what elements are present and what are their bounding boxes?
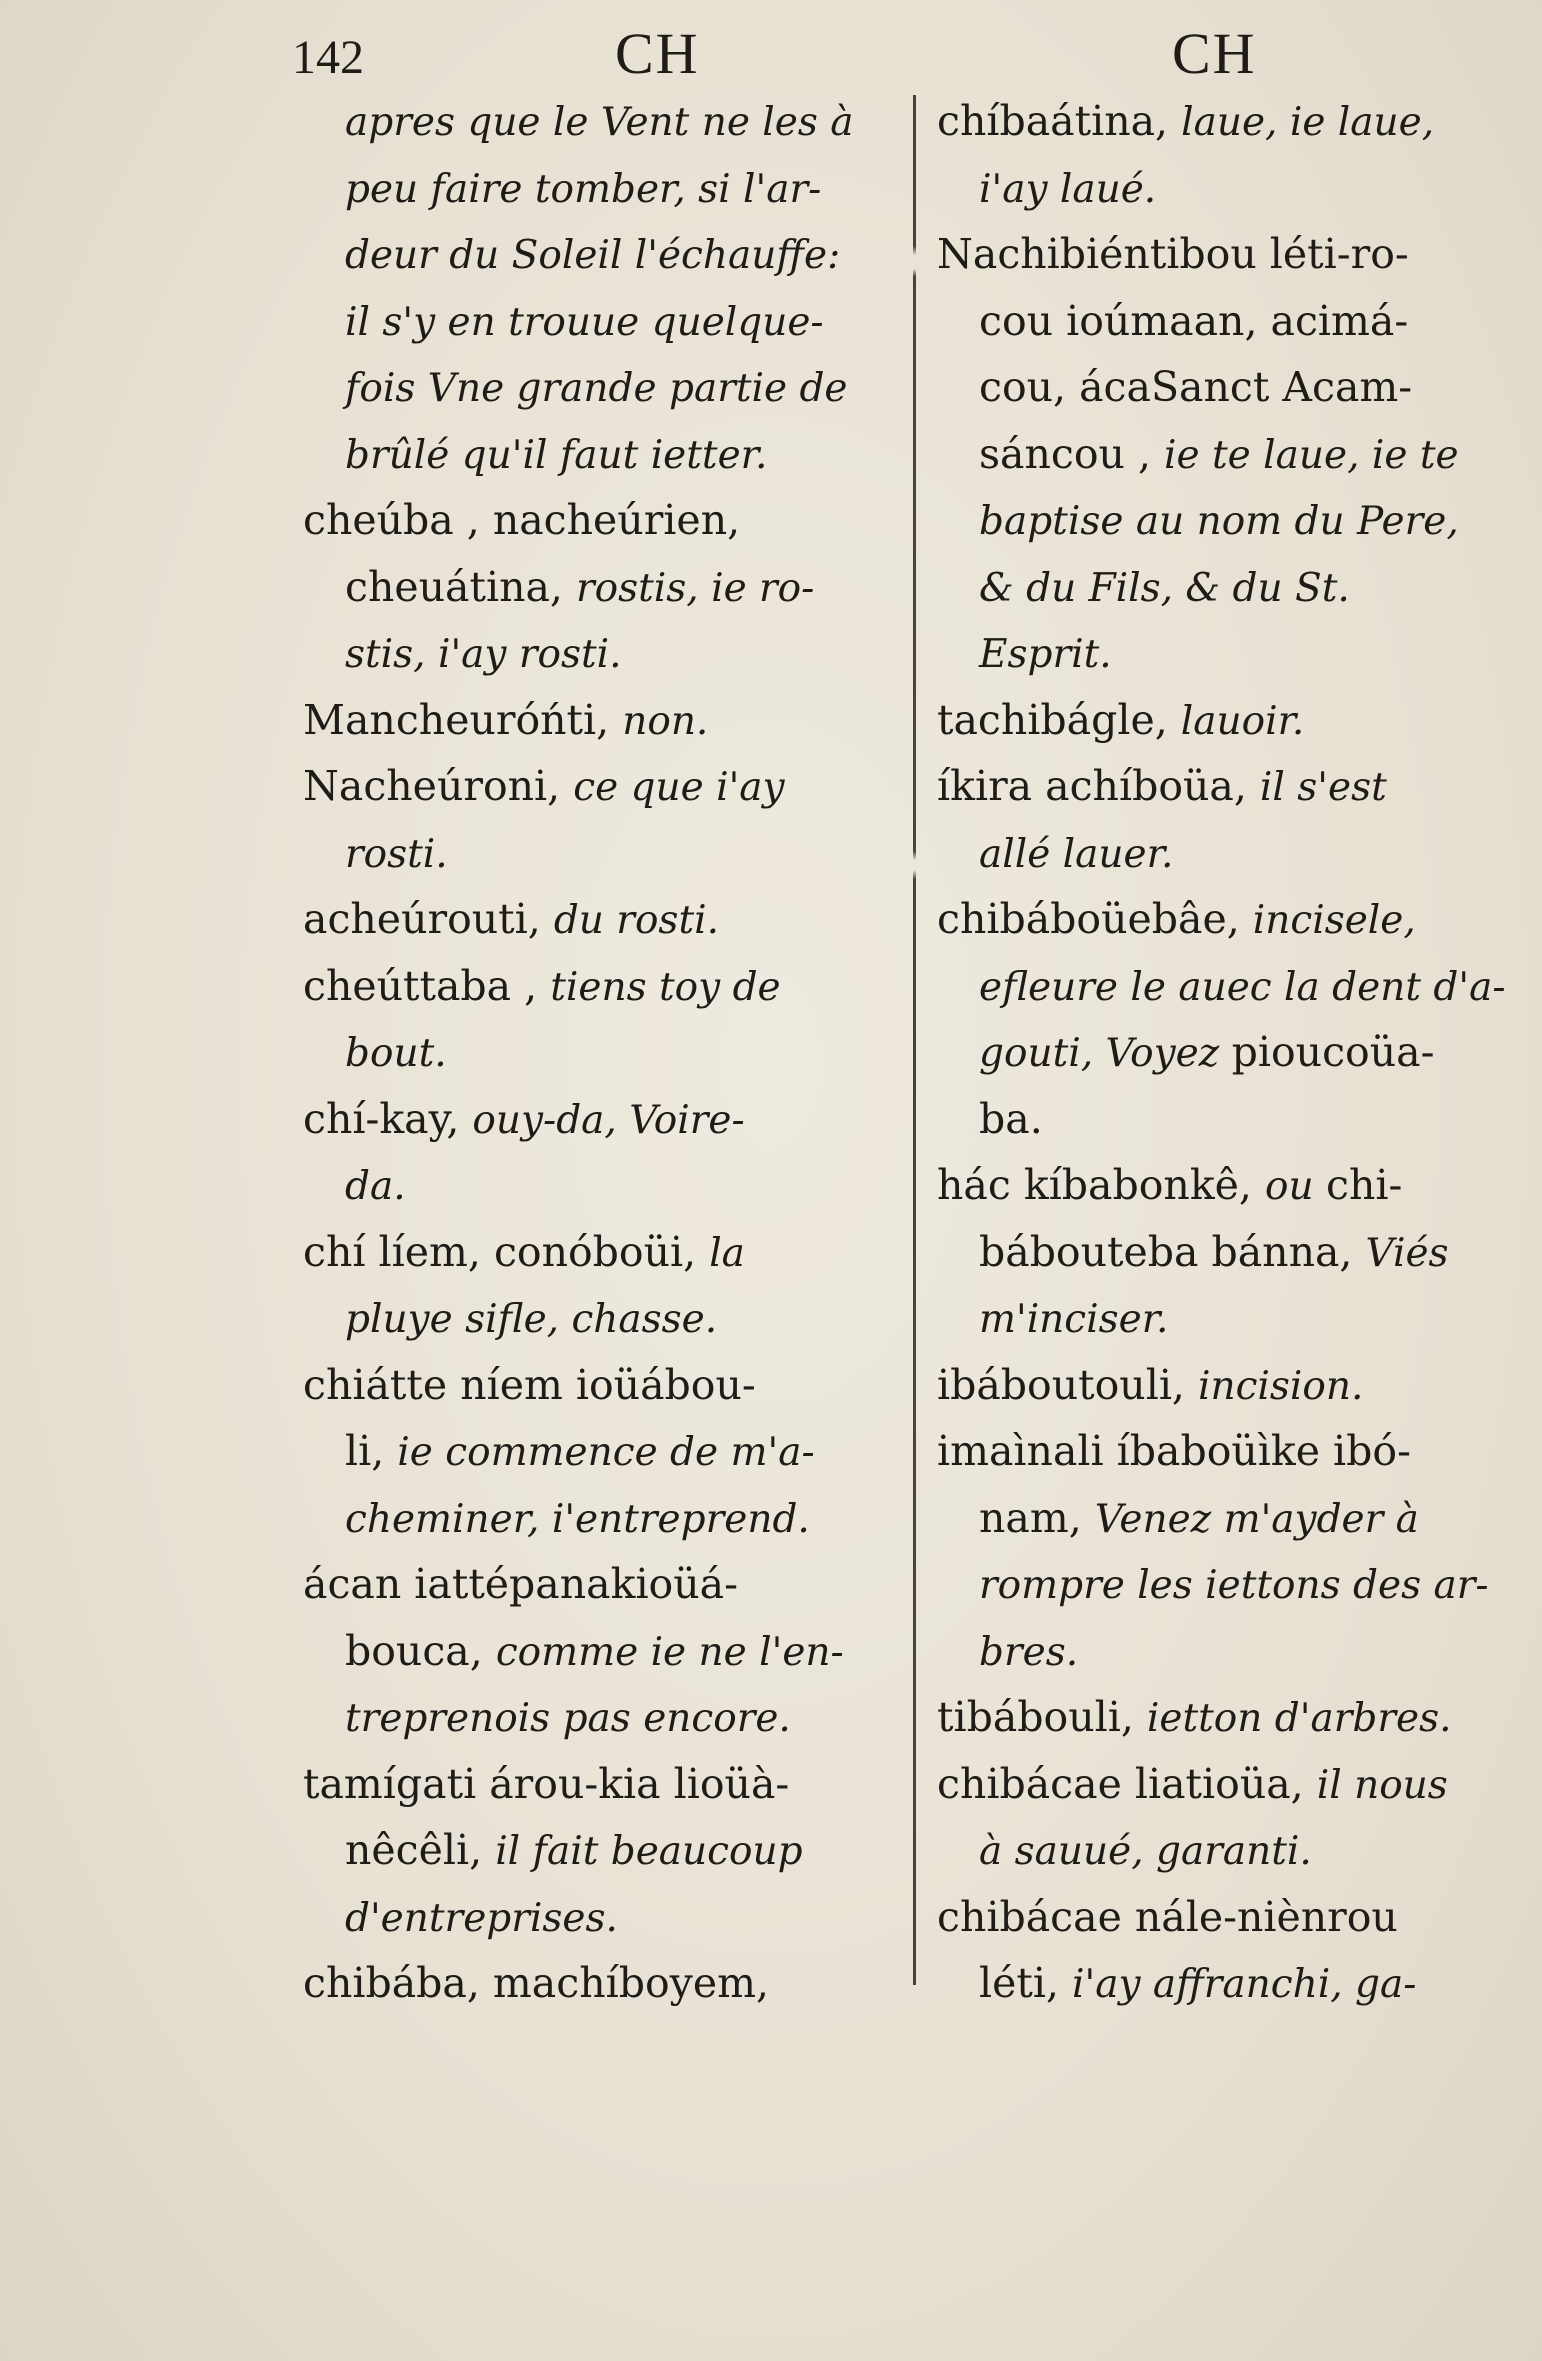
french-gloss-segment: il s'y en trouue quelque- (345, 299, 824, 345)
text-line (303, 554, 898, 621)
text-line (303, 155, 898, 222)
french-gloss-segment: deur du Soleil l'échauffe: (345, 233, 841, 278)
text-line (937, 155, 1517, 222)
carib-term-segment: bouca, (345, 1626, 496, 1675)
french-gloss-segment: rompre les iettons des ar- (979, 1563, 1489, 1608)
carib-term-segment: chibácae liatioüa, (937, 1759, 1317, 1808)
french-gloss-segment: tiens toy de (550, 964, 781, 1010)
carib-term-segment: chiátte níem ioüábou- (303, 1360, 756, 1409)
french-gloss-segment: fois Vne grande partie de (345, 366, 848, 411)
carib-term-segment: hác kíbabonkê, (937, 1161, 1265, 1209)
french-gloss-segment: allé lauer. (979, 831, 1174, 877)
carib-term-segment: tachibágle, (937, 695, 1181, 744)
text-line (303, 753, 898, 820)
text-line (303, 953, 898, 1020)
carib-term-segment: li, (345, 1427, 398, 1475)
page-number: 142 (292, 31, 364, 84)
french-gloss-segment: gouti, Voyez (979, 1031, 1232, 1076)
carib-term-segment: tibábouli, (937, 1693, 1147, 1741)
text-line (303, 288, 898, 355)
carib-term-segment: cheuátina, (345, 562, 576, 611)
text-line (303, 620, 898, 687)
carib-term-segment: cou, ácaSanct Acam- (979, 363, 1413, 411)
french-gloss-segment: ou (1265, 1164, 1326, 1209)
french-gloss-segment: ouy-da, Voire- (472, 1097, 745, 1143)
text-line (937, 753, 1517, 820)
carib-term-segment: íkira achíboüa, (937, 762, 1260, 810)
text-line (937, 620, 1517, 687)
text-line (937, 354, 1517, 421)
carib-term-segment: ba. (979, 1094, 1043, 1143)
carib-term-segment: Nachibiéntibou léti-ro- (937, 230, 1409, 278)
text-line (937, 687, 1517, 754)
text-line (303, 687, 898, 754)
text-line (303, 1418, 898, 1485)
text-line (303, 1019, 898, 1086)
french-gloss-segment: à sauué, garanti. (979, 1829, 1312, 1874)
text-line (937, 1884, 1517, 1951)
text-line (937, 1618, 1517, 1685)
text-line (937, 554, 1517, 621)
text-line (937, 221, 1517, 288)
french-gloss-segment: m'inciser. (979, 1297, 1169, 1342)
french-gloss-segment: ie te laue, ie te (1164, 432, 1459, 478)
text-line (937, 1219, 1517, 1286)
text-line (937, 1551, 1517, 1618)
french-gloss-segment: treprenois pas encore. (345, 1696, 791, 1741)
text-line (303, 820, 898, 887)
carib-term-segment: ibáboutouli, (937, 1360, 1198, 1409)
carib-term-segment: léti, (979, 1959, 1073, 2007)
french-gloss-segment: Viés (1365, 1230, 1449, 1276)
text-line (303, 1551, 898, 1618)
column-divider-rule (913, 95, 916, 1985)
french-gloss-segment: ietton d'arbres. (1146, 1696, 1452, 1741)
carib-term-segment: chí líem, conóboüi, (303, 1227, 710, 1276)
french-gloss-segment: non. (622, 698, 709, 744)
french-gloss-segment: i'ay laué. (979, 166, 1157, 212)
text-line (303, 1086, 898, 1153)
french-gloss-segment: du rosti. (553, 898, 719, 943)
carib-term-segment: nam, (979, 1493, 1095, 1542)
text-line (303, 1485, 898, 1552)
french-gloss-segment: efleure le auec la dent d'a- (979, 964, 1506, 1010)
french-gloss-segment: il nous (1316, 1762, 1448, 1808)
french-gloss-segment: cheminer, i'entreprend. (345, 1496, 810, 1542)
page-header (0, 20, 1542, 92)
french-gloss-segment: Esprit. (979, 632, 1112, 677)
french-gloss-segment: incision. (1198, 1363, 1364, 1409)
french-gloss-segment: incisele, (1252, 898, 1416, 943)
french-gloss-segment: pluye sifle, chasse. (345, 1297, 718, 1342)
text-line (303, 886, 898, 953)
text-line (303, 487, 898, 554)
left-column (303, 88, 898, 2017)
carib-term-segment: chibáboüebâe, (937, 895, 1253, 943)
text-line (937, 1152, 1517, 1219)
text-line (303, 1152, 898, 1219)
french-gloss-segment: ce que i'ay (573, 765, 785, 810)
french-gloss-segment: & du Fils, & du St. (979, 565, 1350, 611)
carib-term-segment: nêcêli, (345, 1826, 496, 1874)
right-column (937, 88, 1517, 2017)
french-gloss-segment: stis, i'ay rosti. (345, 632, 622, 677)
french-gloss-segment: comme ie ne l'en- (495, 1629, 844, 1675)
text-line (303, 1884, 898, 1951)
french-gloss-segment: lauoir. (1180, 698, 1305, 744)
french-gloss-segment: bres. (979, 1629, 1079, 1675)
french-gloss-segment: Venez m'ayder à (1094, 1496, 1419, 1542)
french-gloss-segment: d'entreprises. (345, 1895, 618, 1941)
text-line (937, 88, 1517, 155)
text-line (937, 1684, 1517, 1751)
text-line (303, 1219, 898, 1286)
french-gloss-segment: ie commence de m'a- (397, 1430, 815, 1475)
text-line (303, 1950, 898, 2017)
text-line (303, 1285, 898, 1352)
carib-term-segment: chibácae nále-niènrou (937, 1892, 1398, 1941)
text-line (937, 1352, 1517, 1419)
carib-term-segment: sáncou , (979, 429, 1165, 478)
text-line (303, 1751, 898, 1818)
french-gloss-segment: brûlé qu'il faut ietter. (345, 432, 768, 478)
running-head-right: CH (1172, 21, 1257, 86)
text-line (937, 1285, 1517, 1352)
french-gloss-segment: apres que le Vent ne les à (345, 100, 854, 145)
text-line (303, 354, 898, 421)
text-line (937, 1950, 1517, 2017)
text-line (303, 1618, 898, 1685)
text-line (937, 1485, 1517, 1552)
carib-term-segment: chí-kay, (303, 1094, 473, 1143)
carib-term-segment: acheúrouti, (303, 895, 554, 943)
carib-term-segment: imaìnali íbaboüìke ibó- (937, 1427, 1411, 1475)
text-line (937, 886, 1517, 953)
carib-term-segment: chíbaátina, (937, 97, 1182, 145)
carib-term-segment: Mancheuróńti, (303, 695, 623, 744)
carib-term-segment: Nacheúroni, (303, 762, 574, 810)
text-line (303, 421, 898, 488)
carib-term-segment: pioucoüa- (1231, 1028, 1435, 1076)
carib-term-segment: cheúttaba , (303, 961, 551, 1010)
carib-term-segment: cheúba , nacheúrien, (303, 496, 741, 544)
text-line (937, 421, 1517, 488)
french-gloss-segment: il s'est (1259, 765, 1387, 810)
text-line (303, 221, 898, 288)
text-line (937, 1086, 1517, 1153)
french-gloss-segment: rosti. (345, 831, 448, 877)
french-gloss-segment: il fait beaucoup (495, 1829, 803, 1874)
carib-term-segment: bábouteba bánna, (979, 1227, 1366, 1276)
french-gloss-segment: baptise au nom du Pere, (979, 499, 1459, 544)
running-head-left: CH (615, 21, 700, 86)
text-line (303, 1352, 898, 1419)
french-gloss-segment: laue, ie laue, (1181, 100, 1435, 145)
carib-term-segment: tamígati árou-kia lioüà- (303, 1759, 790, 1808)
text-line (937, 1418, 1517, 1485)
carib-term-segment: chi- (1326, 1161, 1403, 1209)
french-gloss-segment: rostis, ie ro- (576, 565, 815, 611)
text-line (937, 820, 1517, 887)
carib-term-segment: cou ioúmaan, acimá- (979, 296, 1409, 345)
french-gloss-segment: bout. (345, 1031, 447, 1076)
carib-term-segment: chibába, machíboyem, (303, 1959, 769, 2007)
text-line (937, 487, 1517, 554)
french-gloss-segment: i'ay affranchi, ga- (1072, 1962, 1417, 2007)
french-gloss-segment: peu faire tomber, si l'ar- (345, 166, 822, 212)
text-line (303, 88, 898, 155)
carib-term-segment: ácan iattépanakioüá- (303, 1560, 738, 1608)
french-gloss-segment: la (709, 1230, 745, 1276)
text-line (303, 1684, 898, 1751)
text-line (937, 1019, 1517, 1086)
text-line (937, 288, 1517, 355)
text-line (937, 1751, 1517, 1818)
french-gloss-segment: da. (345, 1164, 406, 1209)
text-line (303, 1817, 898, 1884)
text-line (937, 1817, 1517, 1884)
text-line (937, 953, 1517, 1020)
